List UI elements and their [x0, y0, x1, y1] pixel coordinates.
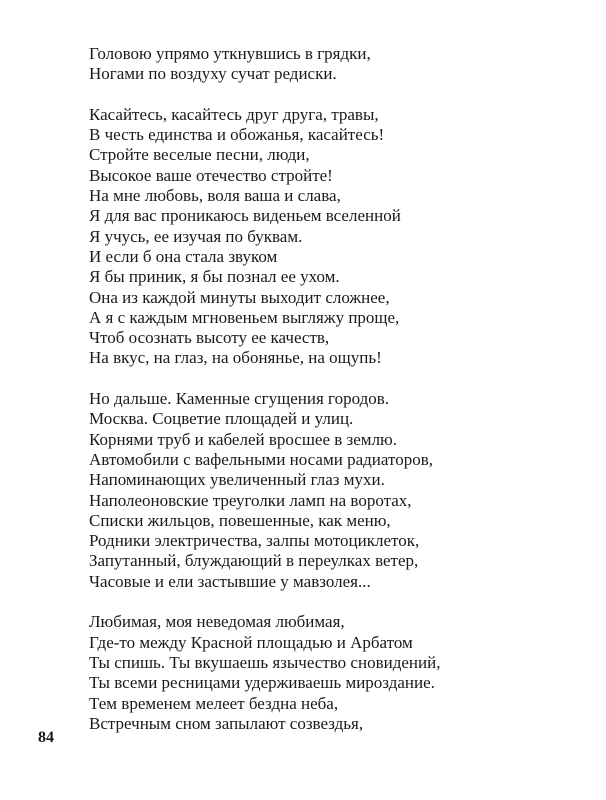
poem-line: Запутанный, блуждающий в переулках ветер,	[89, 551, 419, 571]
poem-line: Чтоб осознать высоту ее качеств,	[89, 328, 330, 348]
poem-line: Я учусь, ее изучая по буквам.	[89, 226, 303, 246]
stanza-break	[89, 85, 589, 105]
stanza-3	[89, 389, 589, 592]
poem-line: Корнями труб и кабелей вросшее в землю.	[89, 429, 398, 449]
stanza-break	[89, 369, 589, 389]
poem-line: Где-то между Красной площадью и Арбатом	[89, 632, 413, 652]
poem-line: Ногами по воздуху сучат редиски.	[89, 64, 337, 84]
poem-line: Касайтесь, касайтесь друг друга, травы,	[89, 104, 379, 124]
poem-line: Напоминающих увеличенный глаз мухи.	[89, 470, 385, 490]
poem-line: Автомобили с вафельными носами радиаторов,	[89, 449, 433, 469]
poem-line: Любимая, моя неведомая любимая,	[89, 612, 345, 632]
poem-line: Высокое ваше отечество стройте!	[89, 165, 333, 185]
poem-line: Москва. Соцветие площадей и улиц.	[89, 409, 354, 429]
poem-line: Списки жильцов, повешенные, как меню,	[89, 510, 391, 530]
poem-line: Она из каждой минуты выходит сложнее,	[89, 287, 390, 307]
poem-line: Родники электричества, залпы мотоциклеток,	[89, 531, 420, 551]
stanza-break	[89, 592, 589, 612]
stanza-4	[89, 612, 589, 734]
poem-line: На мне любовь, воля ваша и слава,	[89, 186, 341, 206]
poem-line: Головою упрямо уткнувшись в грядки,	[89, 44, 371, 63]
poem-line: Но дальше. Каменные сгущения городов.	[89, 389, 390, 409]
poem-line: В честь единства и обожанья, касайтесь!	[89, 125, 385, 145]
poem-line: Я бы приник, я бы познал ее ухом.	[89, 267, 340, 287]
poem-line: Я для вас проникаюсь виденьем вселенной	[89, 206, 401, 226]
page-number: 84	[38, 729, 54, 746]
poem-text	[89, 44, 589, 734]
stanza-1	[89, 44, 589, 85]
poem-line: Встречным сном запылают созвездья,	[89, 713, 364, 733]
poem-line: Наполеоновские треуголки ламп на воротах,	[89, 490, 412, 510]
poem-line: На вкус, на глаз, на обонянье, на ощупь!	[89, 348, 382, 368]
poem-line: Стройте веселые песни, люди,	[89, 145, 310, 165]
poem-line: Ты спишь. Ты вкушаешь язычество сновидений,	[89, 652, 441, 672]
poem-line: Ты всеми ресницами удерживаешь мироздание.	[89, 673, 435, 693]
stanza-2	[89, 105, 589, 369]
poem-line: И если б она стала звуком	[89, 246, 278, 266]
poem-line: Тем временем мелеет бездна неба,	[89, 693, 339, 713]
poem-line: А я с каждым мгновеньем выгляжу проще,	[89, 307, 400, 327]
poem-line: Часовые и ели застывшие у мавзолея...	[89, 571, 371, 591]
